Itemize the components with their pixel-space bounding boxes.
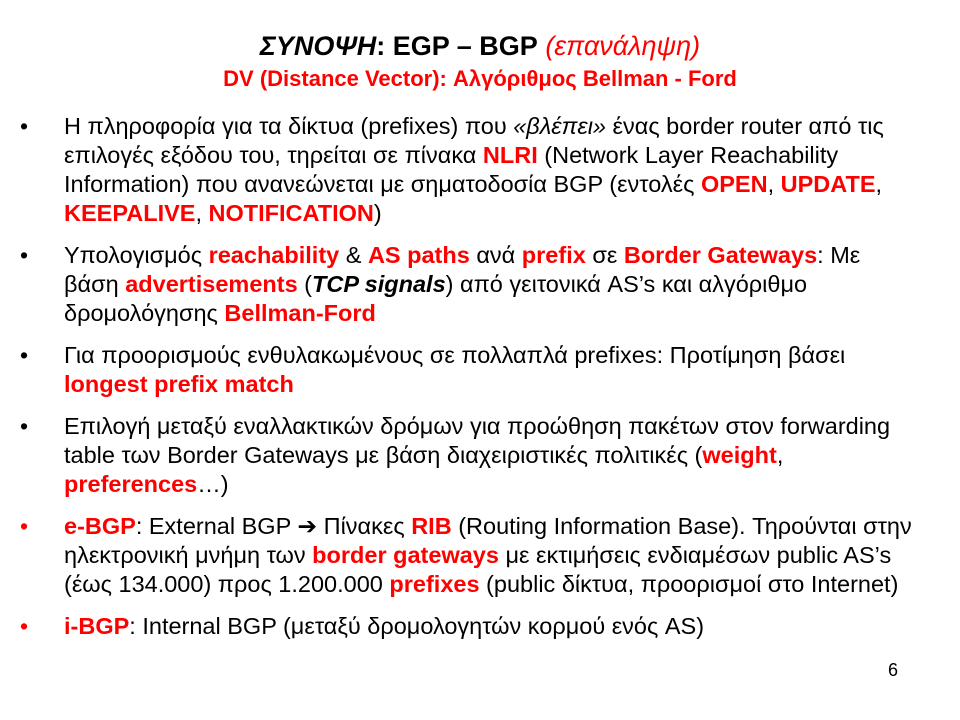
slide-title xyxy=(0,28,960,94)
title-repeat: (επανάληψη) xyxy=(537,31,701,61)
bullet-text: Η πληροφορία για τα δίκτυα (prefixes) που «βλέπει» ένας border router από τις επιλογές εξόδου του, τηρείται σε πίνακα NLRI (Network Layer Reachability Information) που ανανεώνεται με σηματοδοσία BGP (εντολές OPEN, UPDATE, KEEPALIVE, NOTIFICATION) xyxy=(64,113,884,226)
bullet-item-reachability xyxy=(0,241,960,328)
title-main xyxy=(0,28,960,64)
bullet-symbol: • xyxy=(20,613,29,639)
arrow-right-icon: ➔ xyxy=(297,513,318,539)
title-synopsis: ΣΥΝΟΨΗ xyxy=(259,31,377,61)
bullet-item-policies xyxy=(0,412,960,499)
bullet-text: Για προορισμούς ενθυλακωμένους σε πολλαπλά prefixes: Προτίμηση βάσει longest prefix match xyxy=(64,342,846,397)
bullet-text: e-BGP: External BGP ➔ Πίνακες RIB (Routing Information Base). Τηρούνται στην ηλεκτρονική μνήμη των border gateways με εκτιμήσεις ενδιαμέσων public AS’s (έως 134.000) προς 1.200.000 prefixes (public δίκτυα, προορισμοί στο Internet) xyxy=(64,513,912,597)
bullet-symbol: • xyxy=(20,342,29,368)
bullet-symbol: • xyxy=(20,113,29,139)
bullet-item-longest-prefix xyxy=(0,341,960,399)
bullet-text: i-BGP: Internal BGP (μεταξύ δρομολογητών κορμού ενός AS) xyxy=(64,613,705,639)
title-egp-bgp: : EGP – BGP xyxy=(376,31,538,61)
bullet-item-ebgp xyxy=(0,512,960,599)
bullet-item-nlri xyxy=(0,112,960,228)
bullet-symbol: • xyxy=(20,242,29,268)
bullet-text: Επιλογή μεταξύ εναλλακτικών δρόμων για προώθηση πακέτων στον forwarding table των Border Gateways με βάση διαχειριστικές πολιτικές (weight, preferences…) xyxy=(64,413,891,497)
bullet-symbol: • xyxy=(20,413,29,439)
bullet-list xyxy=(0,112,960,654)
bullet-text: Υπολογισμός reachability & AS paths ανά prefix σε Border Gateways: Με βάση advertisements (TCP signals) από γειτονικά AS’s και αλγόριθμο δρομολόγησης Bellman-Ford xyxy=(64,242,861,326)
page-number: 6 xyxy=(888,660,899,680)
bullet-item-ibgp xyxy=(0,612,960,641)
title-subtitle: DV (Distance Vector): Αλγόριθμος Bellman - Ford xyxy=(223,66,737,91)
bullet-symbol: • xyxy=(20,513,29,539)
